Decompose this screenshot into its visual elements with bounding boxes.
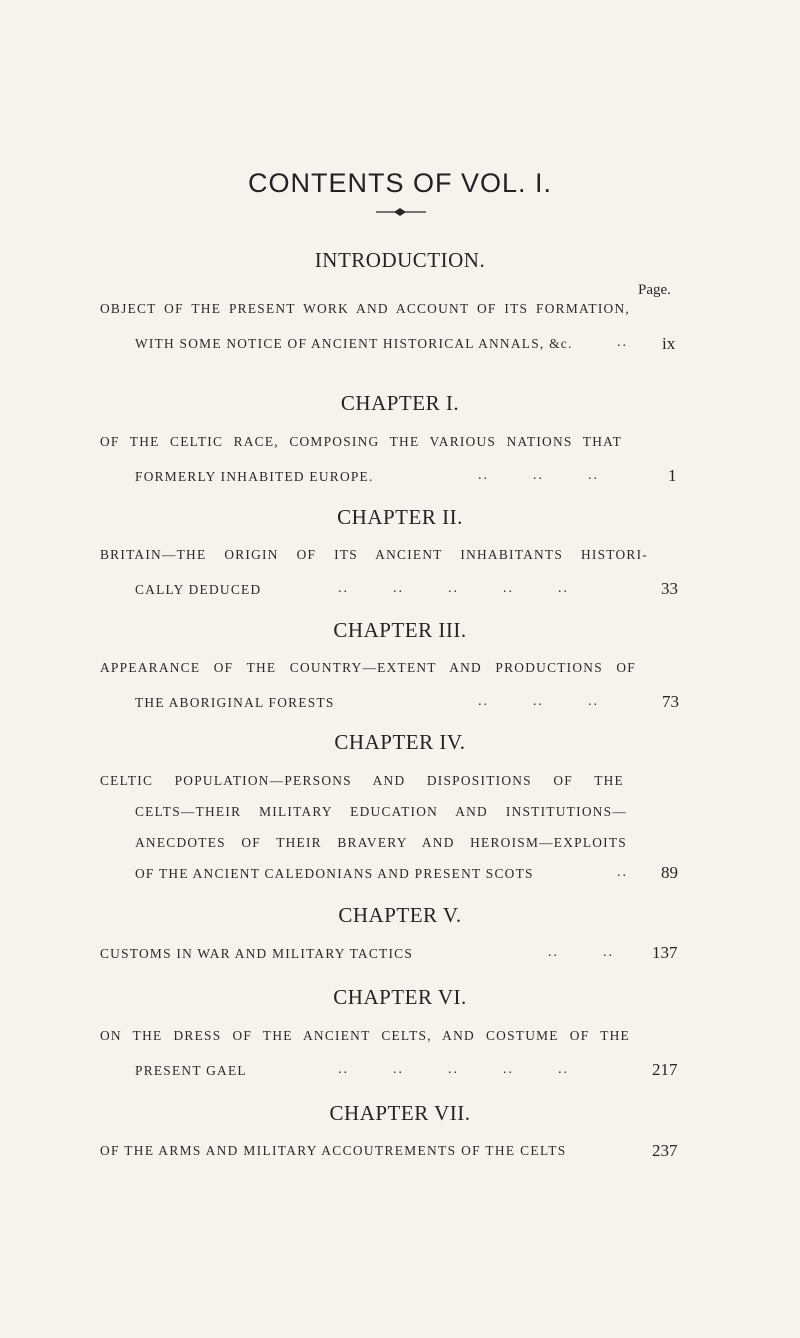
chapter-6-leader-dots: .. .. .. .. .. (338, 1062, 569, 1077)
chapter-4-heading: CHAPTER IV. (334, 730, 466, 754)
chapter-6-heading: CHAPTER VI. (333, 985, 467, 1009)
chapter-5-line-1: CUSTOMS IN WAR AND MILITARY TACTICS (100, 946, 414, 961)
chapter-1-leader-dots: .. .. .. (478, 468, 599, 483)
chapter-2-line-2: CALLY DEDUCED (135, 582, 262, 597)
chapter-5-heading: CHAPTER V. (338, 903, 462, 927)
chapter-1-line-1: OF THE CELTIC RACE, COMPOSING THE VARIOUS NATIONS THAT (100, 434, 622, 449)
chapter-3-leader-dots: .. .. .. (478, 694, 599, 709)
chapter-2-leader-dots: .. .. .. .. .. (338, 581, 569, 596)
introduction-heading: INTRODUCTION. (314, 248, 486, 272)
chapter-3-line-1: APPEARANCE OF THE COUNTRY—EXTENT AND PRODUCTIONS OF (100, 660, 636, 675)
chapter-5-leader-dots: .. .. (548, 945, 614, 960)
chapter-7-page-number: 237 (652, 1141, 678, 1160)
page-column-label: Page. (638, 282, 671, 298)
chapter-7-line-1: OF THE ARMS AND MILITARY ACCOUTREMENTS OF THE CELTS (100, 1143, 567, 1158)
chapter-4-line-3: ANECDOTES OF THEIR BRAVERY AND HEROISM—EXPLOITS (135, 835, 627, 850)
chapter-2-line-1: BRITAIN—THE ORIGIN OF ITS ANCIENT INHABITANTS HISTORI- (100, 547, 648, 562)
chapter-4-line-4: OF THE ANCIENT CALEDONIANS AND PRESENT SCOTS (135, 866, 534, 881)
chapter-2-page-number: 33 (661, 579, 678, 598)
chapter-4-line-2: CELTS—THEIR MILITARY EDUCATION AND INSTITUTIONS— (135, 804, 627, 819)
chapter-3-line-2: THE ABORIGINAL FORESTS (135, 695, 335, 710)
chapter-6-page-number: 217 (652, 1060, 678, 1079)
ornament-divider-icon (374, 205, 428, 219)
chapter-3-heading: CHAPTER III. (333, 618, 467, 642)
intro-leader-dots: .. (617, 335, 628, 350)
chapter-1-heading: CHAPTER I. (340, 391, 460, 415)
chapter-7-heading: CHAPTER VII. (329, 1101, 471, 1125)
chapter-4-page-number: 89 (661, 863, 678, 882)
intro-page-number: ix (662, 334, 676, 353)
chapter-2-heading: CHAPTER II. (337, 505, 463, 529)
chapter-4-leader-dots: .. (617, 865, 628, 880)
chapter-1-page-number: 1 (668, 466, 677, 485)
chapter-3-page-number: 73 (662, 692, 679, 711)
chapter-5-page-number: 137 (652, 943, 678, 962)
intro-line-1: OBJECT OF THE PRESENT WORK AND ACCOUNT OF ITS FORMATION, (100, 301, 630, 316)
chapter-6-line-2: PRESENT GAEL (135, 1063, 247, 1078)
page-title: CONTENTS OF VOL. I. (247, 168, 553, 198)
chapter-4-line-1: CELTIC POPULATION—PERSONS AND DISPOSITIONS OF THE (100, 773, 624, 788)
intro-line-2: WITH SOME NOTICE OF ANCIENT HISTORICAL ANNALS, &c. (135, 336, 573, 351)
chapter-6-line-1: ON THE DRESS OF THE ANCIENT CELTS, AND COSTUME OF THE (100, 1028, 630, 1043)
chapter-1-line-2: FORMERLY INHABITED EUROPE. (135, 469, 374, 484)
